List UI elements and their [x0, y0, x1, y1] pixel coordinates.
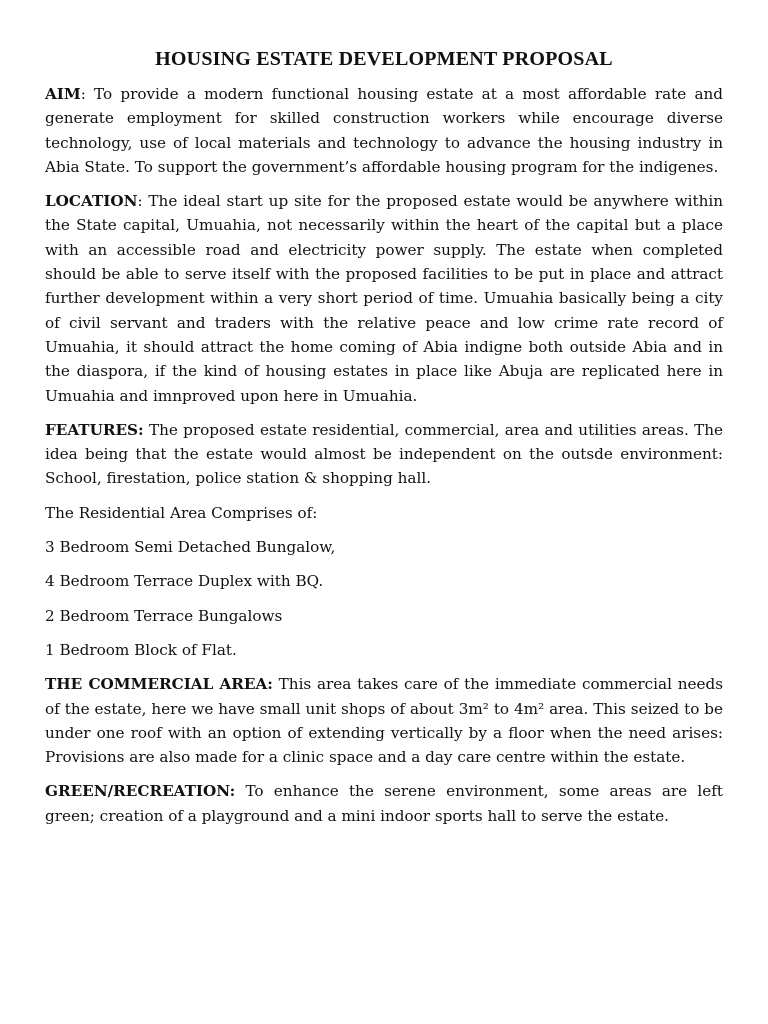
commercial-label: THE COMMERCIAL AREA: — [45, 675, 273, 694]
aim-text: : To provide a modern functional housing estate at a most affordable rate and generate employment for skilled construction workers while encourage diverse technology, use of local materials and technology to advance the housing industry in Abia State. To support the government’s affordable housing program for the indigenes. — [45, 85, 723, 176]
document-title: HOUSING ESTATE DEVELOPMENT PROPOSAL — [155, 48, 613, 70]
features-label: FEATURES: — [45, 420, 144, 439]
residential-intro: The Residential Area Comprises of: — [45, 503, 318, 522]
residential-item: 1 Bedroom Block of Flat. — [45, 640, 237, 659]
residential-item: 3 Bedroom Semi Detached Bungalow, — [45, 538, 336, 557]
residential-item: 2 Bedroom Terrace Bungalows — [45, 606, 283, 625]
commercial-paragraph — [45, 672, 723, 769]
location-paragraph — [45, 189, 723, 408]
commercial-text: This area takes care of the immediate commercial needs of the estate, here we have small unit shops of about 3m² to 4m² area. This seized to be under one roof with an option of extending vertically by a floor when the need arises: Provisions are also made for a clinic space and a day care centre within the estate. — [45, 675, 723, 767]
green-label: GREEN/RECREATION: — [45, 782, 236, 801]
green-text: To enhance the serene environment, some areas are left green; creation of a playground and a mini indoor sports hall to serve the estate. — [45, 782, 723, 825]
features-paragraph — [45, 418, 723, 491]
residential-item: 4 Bedroom Terrace Duplex with BQ. — [45, 572, 324, 591]
green-paragraph — [45, 779, 723, 828]
location-text: : The ideal start up site for the proposed estate would be anywhere within the State capital, Umuahia, not necessarily within the heart of the capital but a place with an accessible road and electricity power supply. The estate when completed should be able to serve itself with the proposed facilities to be put in place and attract further development within a very short period of time. Umuahia basically being a city of civil servant and traders with the relative peace and low crime rate record of Umuahia, it should attract the home coming of Abia indigne both outside Abia and in the diaspora, if the kind of housing estates in place like Abuja are replicated here in Umuahia and imnproved upon here in Umuahia. — [45, 192, 723, 405]
aim-label: AIM — [45, 85, 81, 103]
features-text: The proposed estate residential, commercial, area and utilities areas. The idea being that the estate would almost be independent on the outsde environment: School, firestation, police station & shopping hall. — [45, 420, 723, 488]
document-page — [45, 44, 723, 838]
aim-paragraph — [45, 82, 723, 179]
location-label: LOCATION — [45, 192, 138, 211]
